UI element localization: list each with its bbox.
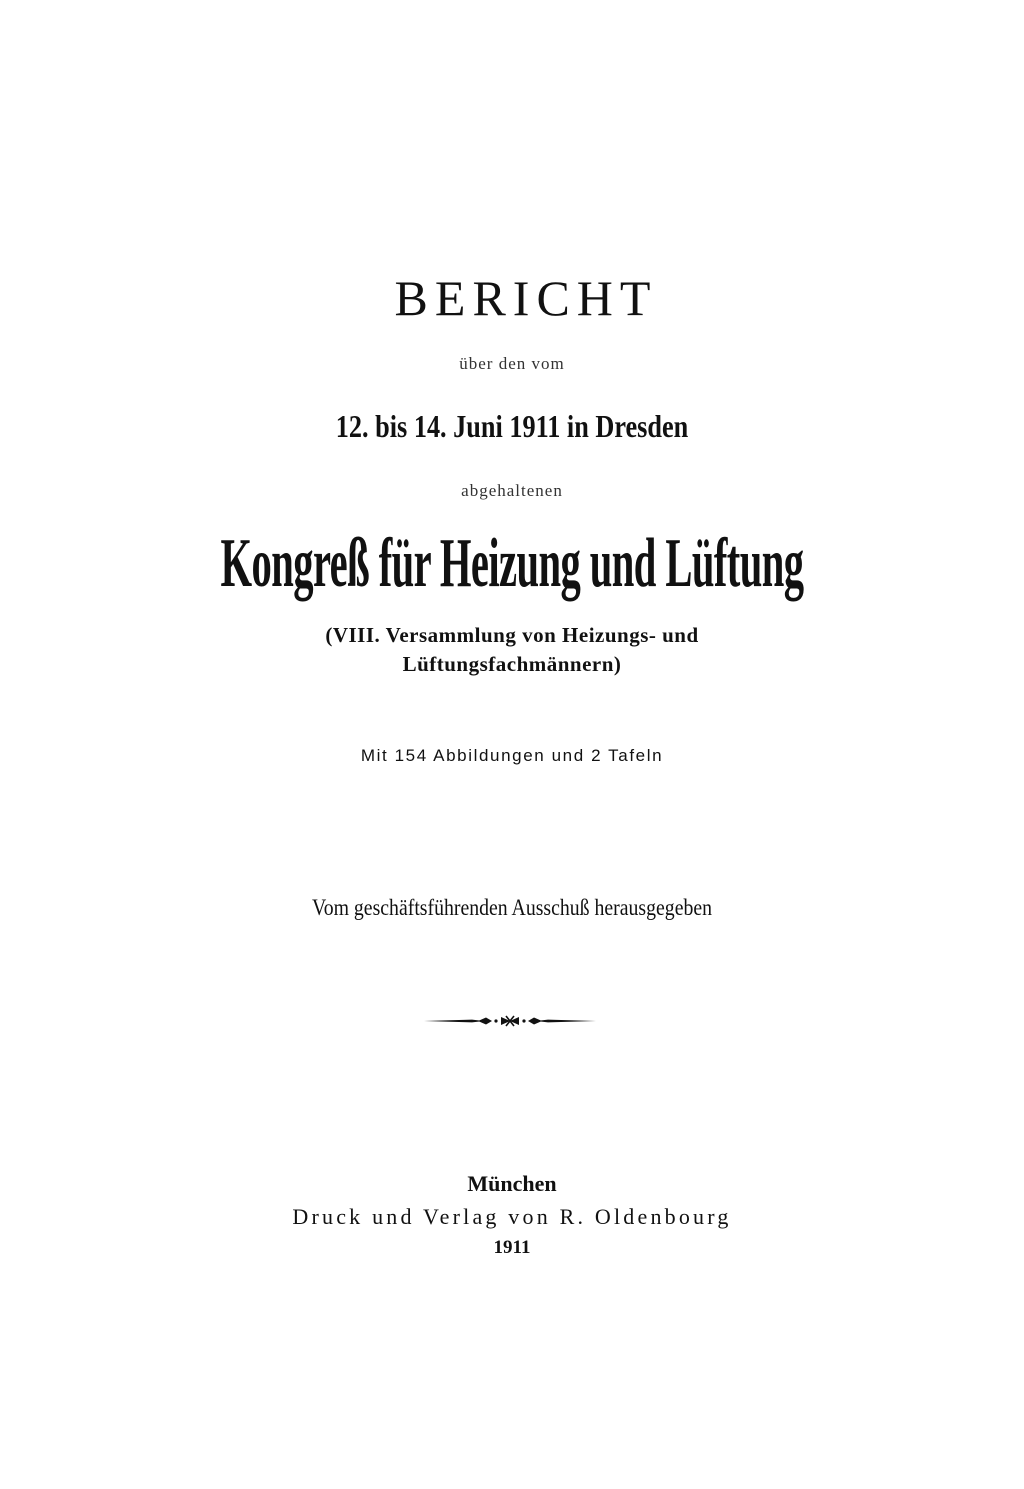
- connector-text-1: über den vom: [459, 354, 565, 373]
- event-dates-place: 12. bis 14. Juni 1911 in Dresden: [335, 408, 689, 444]
- editor-note: Vom geschäftsführenden Ausschuß herausgegeben: [311, 895, 713, 920]
- imprint-city: München: [467, 1171, 557, 1196]
- connector-text-2: abgehaltenen: [461, 481, 563, 500]
- congress-title: Kongreß für Heizung und Lüftung: [220, 525, 804, 602]
- illustrations-note: Mit 154 Abbildungen und 2 Tafeln: [360, 746, 664, 765]
- imprint-publisher: Druck und Verlag von R. Oldenbourg: [292, 1204, 732, 1229]
- assembly-subtitle-line-1: (VIII. Versammlung von Heizungs- und: [325, 623, 699, 647]
- decorative-rule-icon: [422, 1012, 598, 1030]
- imprint-year: 1911: [493, 1237, 531, 1258]
- assembly-subtitle-line-2: Lüftungsfachmännern): [402, 652, 622, 676]
- report-title: BERICHT: [394, 270, 658, 326]
